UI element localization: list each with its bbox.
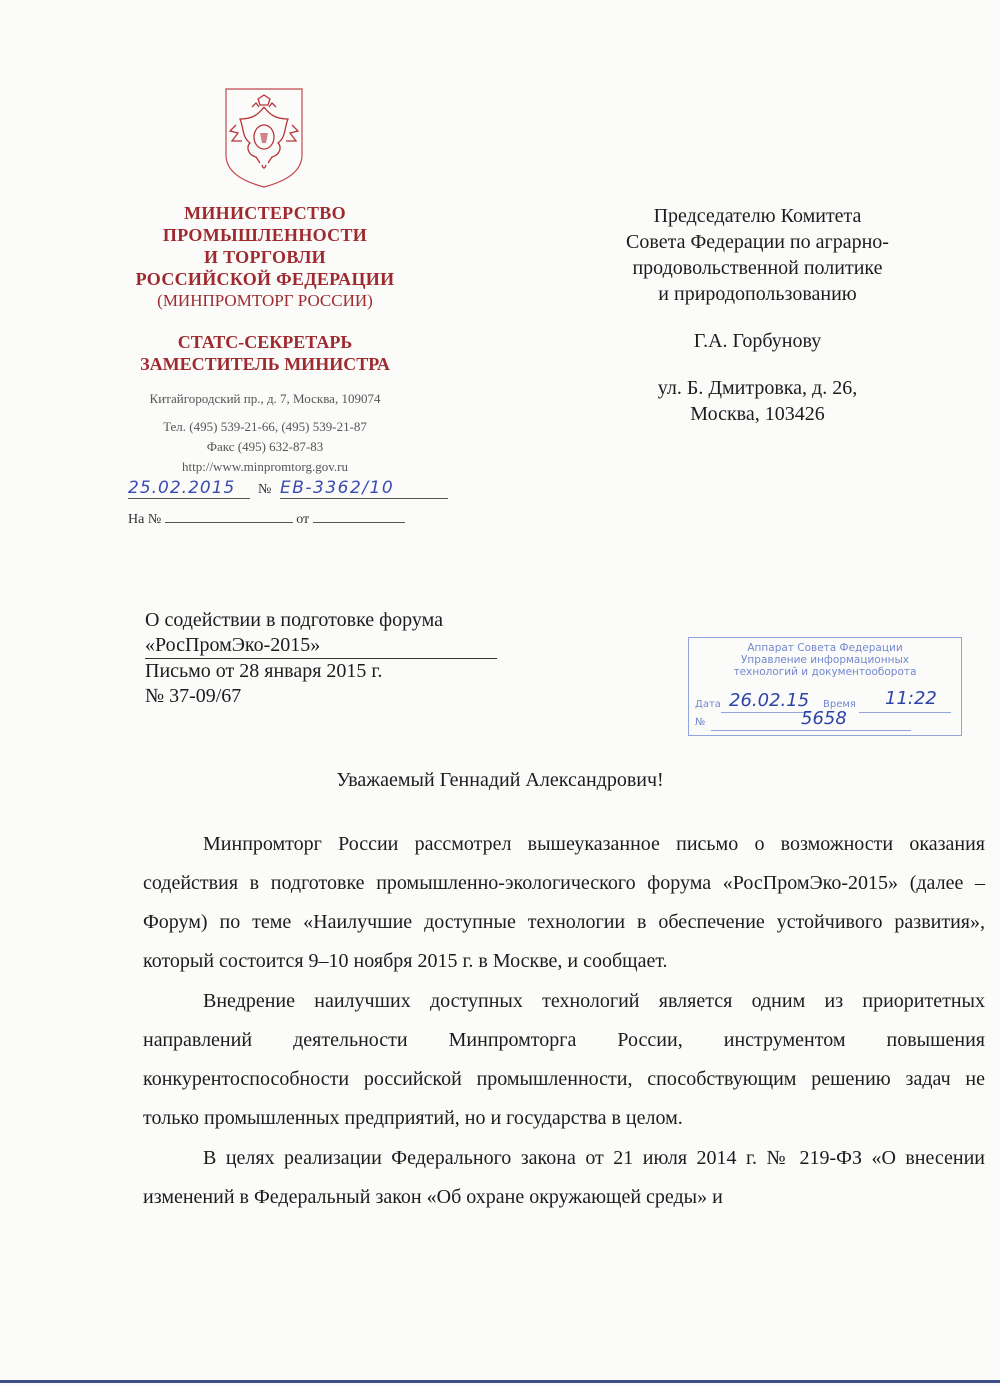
sender-post-line: ЗАМЕСТИТЕЛЬ МИНИСТРА xyxy=(140,354,390,374)
letter-subject xyxy=(145,608,497,709)
letter-body xyxy=(143,825,985,1217)
ministry-phone: Тел. (495) 539-21-66, (495) 539-21-87 xyxy=(163,419,367,434)
addressee-block xyxy=(585,203,930,427)
ministry-fax: Факс (495) 632-87-83 xyxy=(206,439,324,454)
body-paragraph: Внедрение наилучших доступных технологий является одним из приоритетных направлений деятельности Минпромторга России, инструментом повышения конкурентоспособности российской промышленности, способствующим решению задач не только промышленных предприятий, но и государства в целом. xyxy=(143,990,985,1129)
body-paragraph: Минпромторг России рассмотрел вышеуказанное письмо о возможности оказания содействия в подготовке промышленно-экологического форума «РосПромЭко-2015» (далее – Форум) по теме «Наилучшие доступные технологии в обеспечение устойчивого развития», который состоится 9–10 ноября 2015 г. в Москве, и сообщает. xyxy=(143,833,985,972)
ministry-address: Китайгородский пр., д. 7, Москва, 109074 xyxy=(149,391,381,406)
reference-blank xyxy=(165,510,293,523)
sender-post xyxy=(100,331,430,375)
contact-info xyxy=(100,389,430,477)
addressee-name: Г.А. Горбунову xyxy=(693,330,822,352)
handwritten-number: ЕВ-3362/10 xyxy=(280,478,448,499)
ministry-name-line: МИНИСТЕРСТВО xyxy=(184,203,346,223)
coat-of-arms-emblem xyxy=(222,85,306,191)
from-label: от xyxy=(296,512,310,527)
subject-line: «РосПромЭко-2015» xyxy=(145,633,497,659)
reference-line xyxy=(128,510,405,528)
addressee-line: продовольственной политике xyxy=(632,257,883,279)
ministry-name-line: ПРОМЫШЛЕННОСТИ xyxy=(162,225,368,245)
subject-line: О содействии в подготовке форума xyxy=(145,609,443,631)
ministry-website: http://www.minpromtorg.gov.ru xyxy=(182,459,348,474)
outgoing-registration xyxy=(128,478,468,506)
stamp-number-label: № xyxy=(695,717,706,728)
salutation: Уважаемый Геннадий Александрович! xyxy=(336,769,664,791)
ministry-name-line: И ТОРГОВЛИ xyxy=(203,247,326,267)
from-blank xyxy=(313,510,405,523)
body-paragraph: В целях реализации Федерального закона от 21 июля 2014 г. № 219-ФЗ «О внесении изменений в Федеральный закон «Об охране окружающей среды» и xyxy=(143,1147,985,1208)
number-label: № xyxy=(258,482,272,497)
stamp-number: 5658 xyxy=(801,708,847,729)
handwritten-date: 25.02.2015 xyxy=(128,478,250,499)
addressee-line: и природопользованию xyxy=(658,283,857,305)
stamp-date-label: Дата xyxy=(695,699,721,710)
scan-edge-line xyxy=(0,1380,1000,1383)
reference-label: На № xyxy=(128,512,162,527)
stamp-time-label: Время xyxy=(823,699,856,710)
stamp-time: 11:22 xyxy=(885,688,937,709)
addressee-address: ул. Б. Дмитровка, д. 26, xyxy=(657,377,858,399)
stamp-line: Аппарат Совета Федерации xyxy=(747,642,903,654)
ministry-short-name: (МИНПРОМТОРГ РОССИИ) xyxy=(157,291,373,310)
stamp-line: технологий и документооборота xyxy=(733,666,917,678)
addressee-line: Совета Федерации по аграрно- xyxy=(626,231,889,253)
subject-line: № 37-09/67 xyxy=(145,685,242,707)
sender-post-line: СТАТС-СЕКРЕТАРЬ xyxy=(177,332,353,352)
addressee-address: Москва, 103426 xyxy=(690,403,825,425)
ministry-name-line: РОССИЙСКОЙ ФЕДЕРАЦИИ xyxy=(135,269,395,289)
incoming-registration-stamp xyxy=(688,637,962,736)
letterhead-block xyxy=(100,202,430,477)
subject-line: Письмо от 28 января 2015 г. xyxy=(145,660,383,682)
stamp-date: 26.02.15 xyxy=(729,690,810,711)
stamp-line: Управление информационных xyxy=(741,654,909,666)
addressee-line: Председателю Комитета xyxy=(653,205,862,227)
